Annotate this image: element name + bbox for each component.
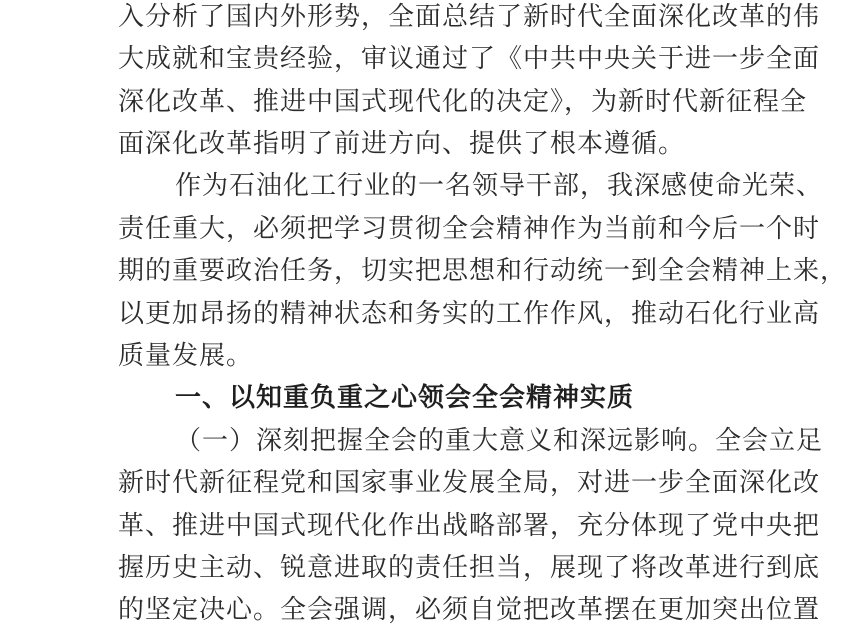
body-line: 作为石油化工行业的一名领导干部，我深感使命光荣、 bbox=[175, 171, 824, 201]
body-line: 新时代新征程党和国家事业发展全局，对进一步全面深化改 bbox=[118, 468, 821, 498]
body-line: 质量发展。 bbox=[118, 341, 254, 371]
body-line: 责任重大，必须把学习贯彻全会精神作为当前和今后一个时 bbox=[118, 214, 821, 244]
body-line: 大成就和宝贵经验，审议通过了《中共中央关于进一步全面 bbox=[118, 44, 821, 74]
body-line: 深化改革、推进中国式现代化的决定》，为新时代新征程全 bbox=[118, 87, 808, 117]
body-line: 革、推进中国式现代化作出战略部署，充分体现了党中央把 bbox=[118, 511, 821, 541]
body-line: 期的重要政治任务，切实把思想和行动统一到全会精神上来， bbox=[118, 256, 847, 286]
body-line: 以更加昂扬的精神状态和务实的工作作风，推动石化行业高 bbox=[118, 299, 821, 329]
body-line: 握历史主动、锐意进取的责任担当，展现了将改革进行到底 bbox=[118, 553, 821, 583]
body-line: （一）深刻把握全会的重大意义和深远影响。全会立足 bbox=[175, 426, 824, 456]
body-line: 入分析了国内外形势，全面总结了新时代全面深化改革的伟 bbox=[118, 2, 821, 32]
section-heading: 一、以知重负重之心领会全会精神实质 bbox=[175, 383, 635, 413]
body-line: 面深化改革指明了前进方向、提供了根本遵循。 bbox=[118, 129, 686, 159]
body-line: 的坚定决心。全会强调，必须自觉把改革摆在更加突出位置 bbox=[118, 595, 821, 625]
